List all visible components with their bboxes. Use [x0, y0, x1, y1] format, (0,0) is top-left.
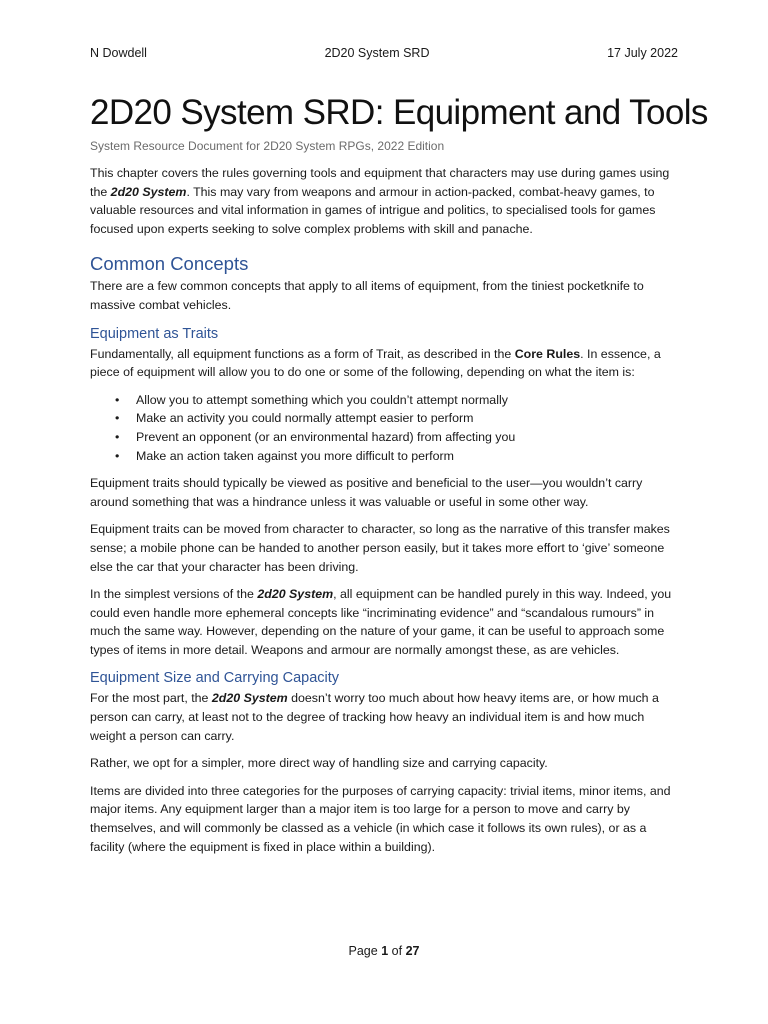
size-text: doesn’t worry too much about how heavy items are, or how much a person can carry, at least not to the degree of tracking how heavy an individual item is and how much weight a person can carry. [90, 691, 659, 743]
footer-page-number: 1 [381, 944, 389, 958]
heading-equipment-as-traits: Equipment as Traits [90, 325, 219, 342]
header-doc-name: 2D20 System SRD [324, 46, 430, 60]
traits-bullet-list [90, 391, 680, 465]
document-body [90, 164, 680, 865]
header-author: N Dowdell [90, 46, 147, 60]
traits-text: Fundamentally, all equipment functions as a form of Trait, as described in the [90, 346, 515, 361]
intro-text: This chapter covers the rules governing tools and equipment that characters may use during games using the [90, 166, 670, 199]
document-subtitle: System Resource Document for 2D20 System RPGs, 2022 Edition [90, 139, 445, 153]
page-header [90, 46, 678, 60]
heading-size-carrying-capacity: Equipment Size and Carrying Capacity [90, 670, 340, 687]
intro-paragraph [90, 164, 680, 238]
system-name: 2d20 System [110, 184, 187, 199]
common-concepts-paragraph: There are a few common concepts that apply to all items of equipment, from the tiniest pocketknife to massive combat vehicles. [90, 279, 644, 312]
traits-paragraph-4 [90, 585, 680, 659]
list-item: • Make an action taken against you more difficult to perform [136, 447, 680, 466]
traits-paragraph-3: Equipment traits can be moved from character to character, so long as the narrative of this transfer makes sense; a mobile phone can be handed to another person easily, but it takes more effort to ‘give’ someone else the car that your character has been driving. [90, 522, 670, 574]
system-name: 2d20 System [211, 691, 288, 706]
header-date: 17 July 2022 [607, 46, 678, 60]
traits-text: , all equipment can be handled purely in this way. Indeed, you could even handle more ephemeral concepts like “incriminating evidence” and “scandalous rumours” in much the same way. However, depending on the nature of your game, it can be useful to approach some types of items in more detail. Weapons and armour are normally amongst these, as are vehicles. [90, 587, 672, 657]
heading-common-concepts: Common Concepts [90, 253, 249, 275]
list-item: • Prevent an opponent (or an environmental hazard) from affecting you [136, 428, 680, 447]
traits-paragraph-1 [90, 345, 680, 382]
size-paragraph-1 [90, 689, 680, 745]
size-text: For the most part, the [90, 691, 212, 706]
system-name: 2d20 System [257, 587, 334, 602]
footer-page-label: Page [348, 944, 378, 958]
page-footer [0, 944, 768, 958]
list-item: • Make an activity you could normally attempt easier to perform [136, 409, 680, 428]
core-rules-reference: Core Rules [514, 346, 581, 361]
traits-paragraph-2: Equipment traits should typically be viewed as positive and beneficial to the user—you wouldn’t carry around something that was a hindrance unless it was valuable or useful in some other way. [90, 476, 643, 509]
traits-text: . In essence, a piece of equipment will allow you to do one or some of the following, depending on what the item is: [90, 346, 661, 380]
document-title: 2D20 System SRD: Equipment and Tools [90, 93, 708, 132]
footer-of-label: of [391, 944, 403, 958]
traits-text: In the simplest versions of the [90, 587, 258, 602]
size-paragraph-3: Items are divided into three categories for the purposes of carrying capacity: trivial items, minor items, and major items. Any equipment larger than a major item is too large for a person to move and carry by themselves, and will commonly be classed as a vehicle (in which case it follows its own rules), or as a facility (where the equipment is fixed in place within a building). [90, 783, 671, 854]
list-item: • Allow you to attempt something which you couldn’t attempt normally [136, 391, 680, 410]
intro-text: . This may vary from weapons and armour in action-packed, combat-heavy games, to valuable resources and vital information in games of intrigue and politics, to specialised tools for games focused upon experts seeking to solve complex problems with skill and panache. [90, 184, 656, 236]
size-paragraph-2: Rather, we opt for a simpler, more direct way of handling size and carrying capacity. [90, 756, 548, 771]
footer-page-total: 27 [405, 944, 420, 958]
